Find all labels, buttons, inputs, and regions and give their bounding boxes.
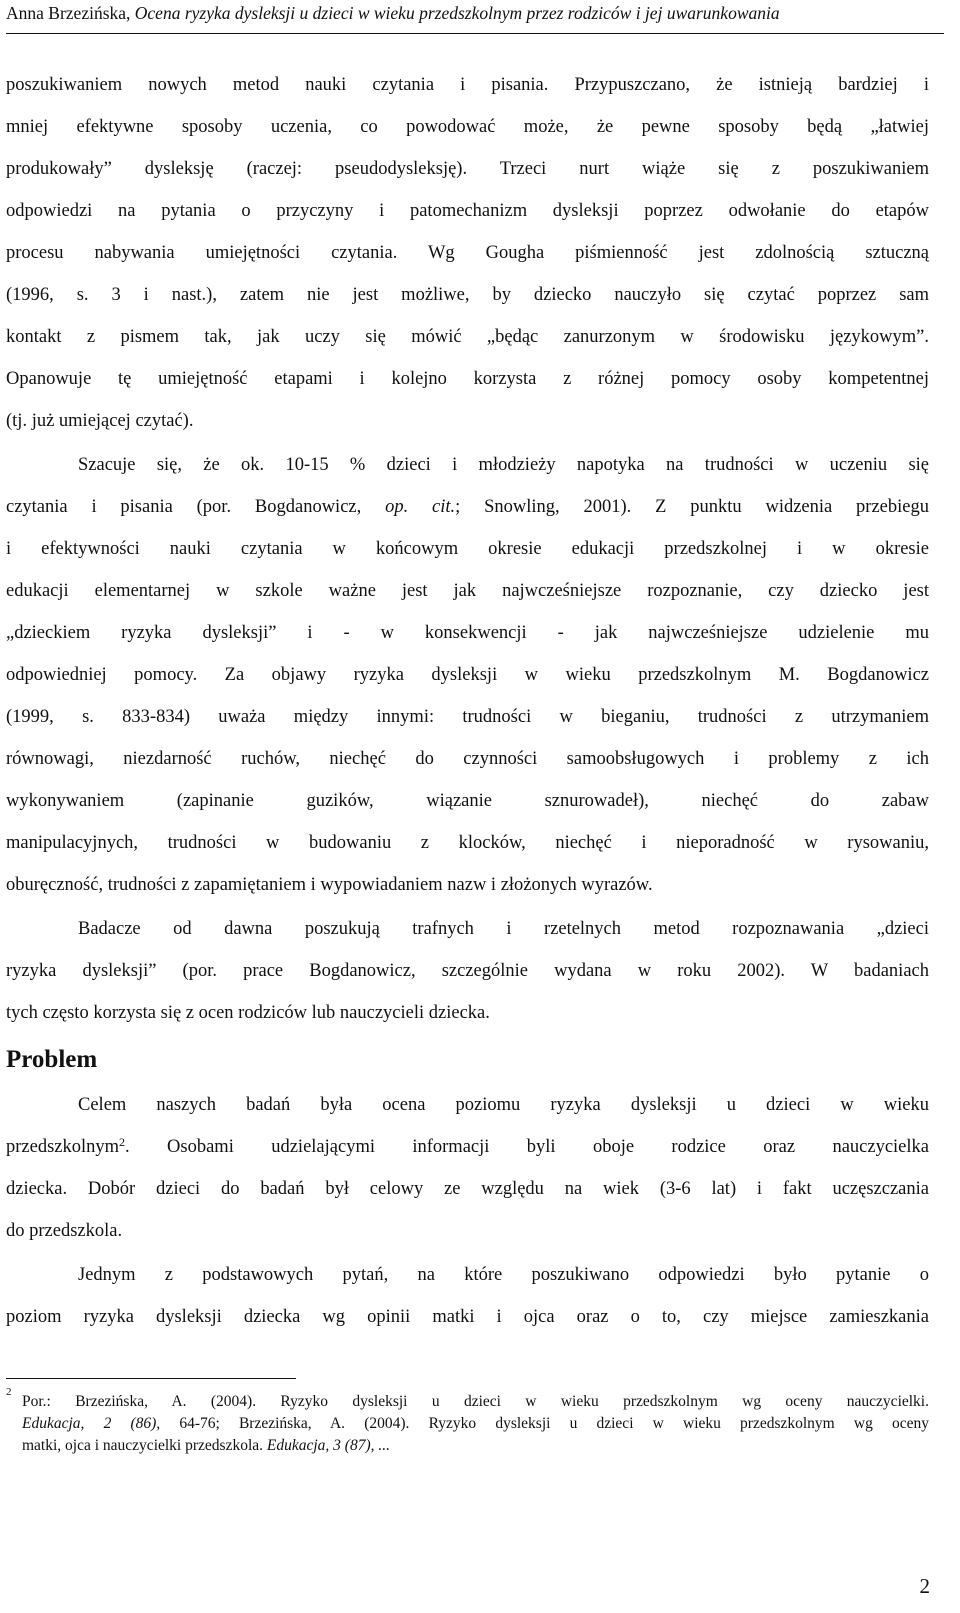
- header-author: Anna Brzezińska,: [6, 3, 135, 23]
- footnote-line: [22, 1414, 929, 1433]
- journal-italic: Edukacja, 2 (86),: [22, 1415, 161, 1432]
- body-line: produkowały” dysleksję (raczej: pseudodysleksję). Trzeci nurt wiąże się z poszukiwaniem: [6, 159, 929, 179]
- body-line: Szacuje się, że ok. 10-15 % dzieci i młodzieży napotyka na trudności w uczeniu się: [78, 455, 929, 475]
- body-line: i efektywności nauki czytania w końcowym okresie edukacji przedszkolnej i w okresie: [6, 539, 929, 559]
- header-title: Ocena ryzyka dysleksji u dzieci w wieku przedszkolnym przez rodziców i jej uwarunkowania: [134, 3, 780, 23]
- body-line: [6, 1136, 929, 1158]
- body-line: tych często korzysta się z ocen rodziców lub nauczycieli dziecka.: [6, 1003, 490, 1023]
- body-line: dziecka. Dobór dzieci do badań był celowy ze względu na wiek (3-6 lat) i fakt uczęszczania: [6, 1179, 929, 1199]
- body-line: Opanowuje tę umiejętność etapami i kolejno korzysta z różnej pomocy osoby kompetentnej: [6, 369, 929, 389]
- running-header: [6, 2, 954, 24]
- footnote-line: Por.: Brzezińska, A. (2004). Ryzyko dysleksji u dzieci w wieku przedszkolnym wg oceny nauczycielki.: [22, 1393, 929, 1410]
- body-line: edukacji elementarnej w szkole ważne jest jak najwcześniejsze rozpoznanie, czy dziecko jest: [6, 581, 929, 601]
- text-run: matki, ojca i nauczycielki przedszkola.: [22, 1437, 267, 1454]
- body-line: „dzieckiem ryzyka dysleksji” i - w konsekwencji - jak najwcześniejsze udzielenie mu: [6, 623, 929, 643]
- body-line: Jednym z podstawowych pytań, na które poszukiwano odpowiedzi było pytanie o: [78, 1265, 929, 1285]
- citation-italic: op. cit.: [385, 497, 456, 517]
- body-line: poziom ryzyka dysleksji dziecka wg opinii matki i ojca oraz o to, czy miejsce zamieszkania: [6, 1307, 929, 1327]
- journal-italic: Edukacja, 3 (87), ...: [266, 1437, 390, 1454]
- text-run: ; Snowling, 2001). Z punktu widzenia przebiegu: [455, 497, 929, 517]
- text-run: 64-76; Brzezińska, A. (2004). Ryzyko dysleksji u dzieci w wieku przedszkolnym wg oceny: [160, 1415, 929, 1432]
- page-number: 2: [919, 1574, 930, 1598]
- footnote-rule: [6, 1378, 296, 1379]
- body-line: Badacze od dawna poszukują trafnych i rzetelnych metod rozpoznawania „dzieci: [78, 919, 929, 939]
- body-line: do przedszkola.: [6, 1221, 123, 1241]
- body-line: kontakt z pismem tak, jak uczy się mówić „będąc zanurzonym w środowisku językowym”.: [6, 327, 929, 347]
- footnote-line: [22, 1436, 929, 1455]
- body-line: (1999, s. 833-834) uważa między innymi: trudności w bieganiu, trudności z utrzymaniem: [6, 707, 929, 727]
- body-line: mniej efektywne sposoby uczenia, co powodować może, że pewne sposoby będą „łatwiej: [6, 117, 929, 137]
- body-line: oburęczność, trudności z zapamiętaniem i wypowiadaniem nazw i złożonych wyrazów.: [6, 875, 653, 895]
- body-line: odpowiedzi na pytania o przyczyny i patomechanizm dysleksji poprzez odwołanie do etapów: [6, 201, 929, 221]
- text-run: przedszkolnym: [6, 1137, 120, 1157]
- body-line: Celem naszych badań była ocena poziomu ryzyka dysleksji u dzieci w wieku: [78, 1095, 929, 1115]
- body-line: odpowiedniej pomocy. Za objawy ryzyka dysleksji w wieku przedszkolnym M. Bogdanowicz: [6, 665, 929, 685]
- body-line: (1996, s. 3 i nast.), zatem nie jest możliwe, by dziecko nauczyło się czytać poprzez sam: [6, 285, 929, 305]
- text-run: . Osobami udzielającymi informacji byli oboje rodzice oraz nauczycielka: [125, 1137, 929, 1157]
- section-heading: Problem: [6, 1046, 98, 1073]
- body-line: procesu nabywania umiejętności czytania. Wg Gougha piśmienność jest zdolnością sztuczną: [6, 243, 929, 263]
- body-line: manipulacyjnych, trudności w budowaniu z klocków, niechęć i nieporadność w rysowaniu,: [6, 833, 929, 853]
- footnote-mark: 2: [6, 1386, 12, 1398]
- text-run: czytania i pisania (por. Bogdanowicz,: [6, 497, 386, 517]
- body-line: [6, 496, 929, 518]
- footnote-reference: 2: [119, 1135, 126, 1149]
- body-line: równowagi, niezdarność ruchów, niechęć do czynności samoobsługowych i problemy z ich: [6, 749, 929, 769]
- body-line: poszukiwaniem nowych metod nauki czytania i pisania. Przypuszczano, że istnieją bardziej i: [6, 75, 929, 95]
- body-line: ryzyka dysleksji” (por. prace Bogdanowicz, szczególnie wydana w roku 2002). W badaniach: [6, 961, 929, 981]
- body-line: wykonywaniem (zapinanie guzików, wiązanie sznurowadeł), niechęć do zabaw: [6, 791, 929, 811]
- header-rule: [6, 33, 944, 34]
- body-line: (tj. już umiejącej czytać).: [6, 411, 194, 431]
